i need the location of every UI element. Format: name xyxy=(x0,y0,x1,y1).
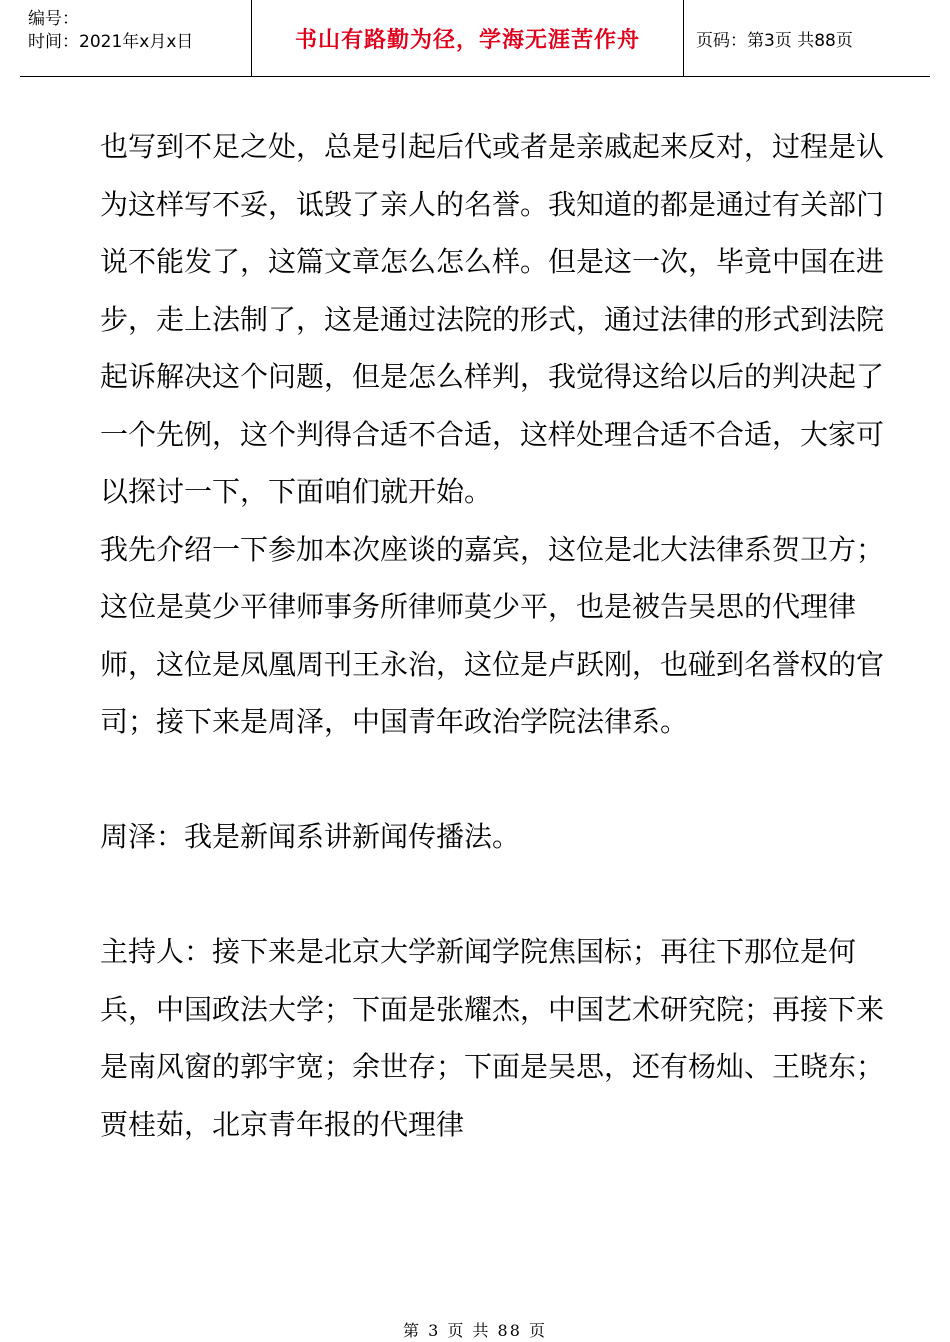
paragraph-3: 周泽：我是新闻系讲新闻传播法。 xyxy=(100,820,521,853)
header-motto: 书山有路勤为径，学海无涯苦作舟 xyxy=(294,28,640,53)
paragraph-1: 也写到不足之处，总是引起后代或者是亲戚起来反对，过程是认为这样写不妥，诋毁了亲人的名誉。我知道的都是通过有关部门说不能发了，这篇文章怎么怎么样。但是这一次，毕竟中国在进步，走上法制了，这是通过法院的形式，通过法律的形式到法院起诉解决这个问题，但是怎么样判，我觉得这给以后的判决起了一个先例，这个判得合适不合适，这样处理合适不合适，大家可以探讨一下，下面咱们就开始。 xyxy=(100,130,885,508)
document-number-label: 编号： xyxy=(28,9,79,29)
header-page-info: 页码：第3页 共88页 xyxy=(696,31,853,51)
document-time-label: 时间：2021年x月x日 xyxy=(28,32,194,52)
header-page-cell xyxy=(684,0,930,77)
header-motto-cell xyxy=(252,0,684,77)
paragraph-2: 我先介绍一下参加本次座谈的嘉宾，这位是北大法律系贺卫方；这位是莫少平律师事务所律师莫少平，也是被告吴思的代理律师，这位是凤凰周刊王永治，这位是卢跃刚，也碰到名誉权的官司；接下来是周泽，中国青年政治学院法律系。 xyxy=(100,532,885,738)
header-meta-cell xyxy=(20,0,252,77)
document-body xyxy=(100,118,890,1153)
paragraph-spacer xyxy=(100,866,890,924)
paragraph-spacer xyxy=(100,751,890,809)
paragraph-4: 主持人：接下来是北京大学新闻学院焦国标；再往下那位是何兵，中国政法大学；下面是张耀杰，中国艺术研究院；再接下来是南风窗的郭宇宽；余世存；下面是吴思，还有杨灿、王晓东；贾桂茹，北京青年报的代理律 xyxy=(100,935,885,1141)
page-footer: 第 3 页 共 88 页 xyxy=(403,1321,547,1340)
page-header xyxy=(20,0,930,77)
